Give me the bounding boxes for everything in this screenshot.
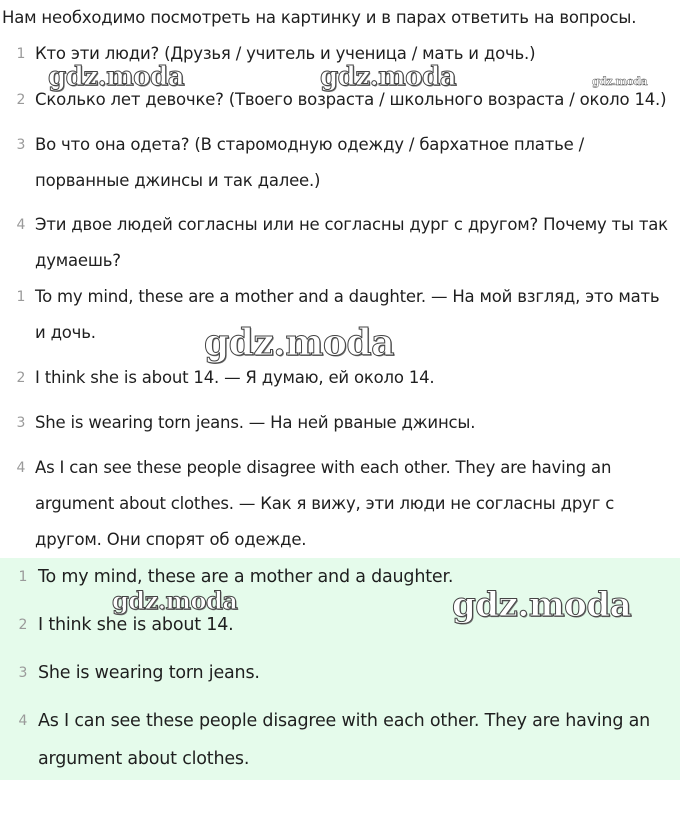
watermark: gdz.moda bbox=[48, 62, 185, 92]
watermark: gdz.moda bbox=[592, 75, 648, 88]
item-number: 3 bbox=[16, 137, 26, 153]
item-text: Эти двое людей согласны или не согласны дург с другом? Почему ты так думаешь? bbox=[35, 215, 668, 270]
item-number: 4 bbox=[18, 713, 28, 729]
watermark: gdz.moda bbox=[204, 322, 394, 364]
item-text: Кто эти люди? (Друзья / учитель и ученица / мать и дочь.) bbox=[35, 44, 536, 63]
item-text: She is wearing torn jeans. bbox=[38, 663, 260, 683]
item-number: 4 bbox=[16, 217, 26, 233]
item-number: 2 bbox=[16, 92, 26, 108]
watermark: gdz.moda bbox=[452, 585, 632, 625]
item-number: 1 bbox=[18, 569, 28, 585]
item-number: 1 bbox=[16, 289, 26, 305]
item-text: To my mind, these are a mother and a daughter. bbox=[38, 567, 454, 587]
item-text: I think she is about 14. bbox=[38, 615, 234, 635]
item-number: 2 bbox=[18, 617, 28, 633]
item-text: I think she is about 14. — Я думаю, ей около 14. bbox=[35, 368, 435, 387]
item-number: 3 bbox=[18, 665, 28, 681]
item-text: She is wearing torn jeans. — На ней рваные джинсы. bbox=[35, 413, 476, 432]
item-number: 4 bbox=[16, 460, 26, 476]
watermark: gdz.moda bbox=[320, 62, 457, 92]
item-number: 1 bbox=[16, 46, 26, 62]
item-text: As I can see these people disagree with each other. They are having an argument about clothes. bbox=[38, 711, 651, 769]
item-text: Во что она одета? (В старомодную одежду / бархатное платье / порванные джинсы и так далее.) bbox=[35, 135, 584, 190]
task-instruction: Нам необходимо посмотреть на картинку и в парах ответить на вопросы. bbox=[2, 8, 637, 27]
watermark: gdz.moda bbox=[112, 586, 238, 615]
item-number: 3 bbox=[16, 415, 26, 431]
item-number: 2 bbox=[16, 370, 26, 386]
item-text: To my mind, these are a mother and a daughter. — На мой взгляд, это мать и дочь. bbox=[35, 287, 660, 342]
item-text: Сколько лет девочке? (Твоего возраста / школьного возраста / около 14.) bbox=[35, 90, 667, 109]
item-text: As I can see these people disagree with each other. They are having an argument about clothes. — Как я вижу, эти люди не согласны друг с другом. Они спорят об одежде. bbox=[35, 458, 615, 549]
highlighted-answers-box bbox=[0, 558, 680, 780]
